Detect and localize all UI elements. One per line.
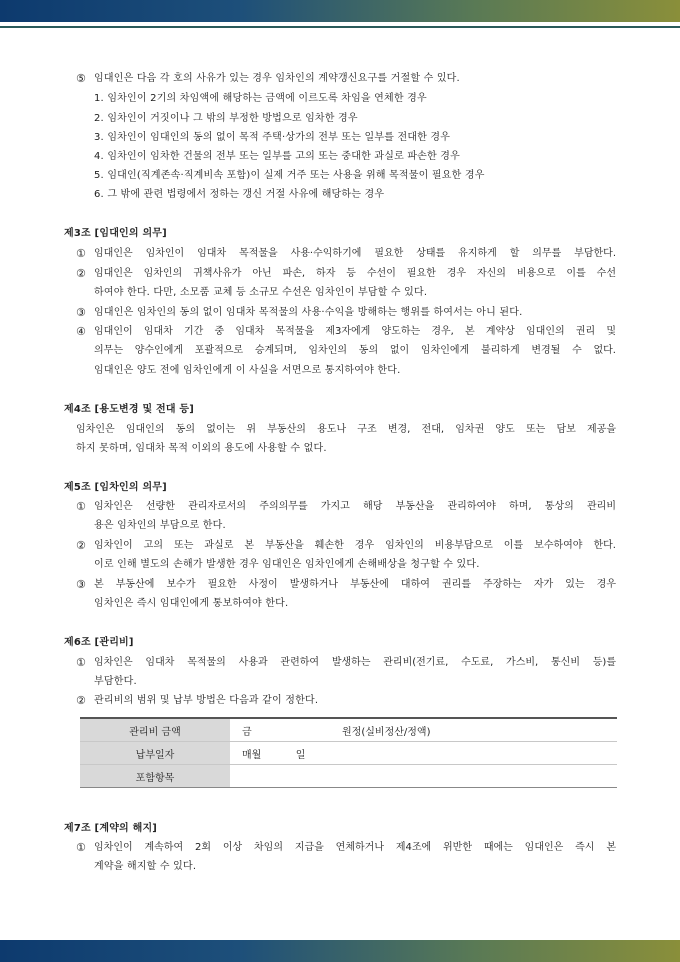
row-label: 관리비 금액 <box>80 718 230 742</box>
date-suffix: 일 <box>295 749 306 761</box>
table-row <box>80 765 617 788</box>
item-text: 용은 임차인의 부담으로 한다. <box>94 520 226 531</box>
item-text: 부담한다. <box>94 676 137 687</box>
item-mark: ② <box>76 694 86 707</box>
article-text: 임차인은 임대인의 동의 없이는 위 부동산의 용도나 구조 변경, 전대, 임차권 양도 또는 담보 제공을 <box>76 424 616 435</box>
item-text: 계약을 해지할 수 있다. <box>94 861 197 872</box>
row-label: 포함항목 <box>80 765 230 788</box>
item-text: 임대인은 임차인의 동의 없이 임대차 목적물의 사용·수익을 방해하는 행위를 하여서는 아니 된다. <box>94 307 523 318</box>
item-text: 임차인이 계속하여 2회 이상 차임의 지급을 연체하거나 제4조에 위반한 때에는 임대인은 즉시 본 <box>94 842 616 853</box>
sub-item: 2. 임차인이 거짓이나 그 밖의 부정한 방법으로 임차한 경우 <box>94 113 358 124</box>
item-mark: ② <box>76 267 86 280</box>
item-text: 임대인은 임차인의 귀책사유가 아닌 파손, 하자 등 수선이 필요한 경우 자신의 비용으로 이를 수선 <box>94 268 616 279</box>
header-band <box>0 0 680 22</box>
item-text: 임대인은 임차인이 임대차 목적물을 사용·수익하기에 필요한 상태를 유지하게 할 의무를 부담한다. <box>94 248 616 259</box>
sub-item: 6. 그 밖에 관련 법령에서 정하는 갱신 거절 사유에 해당하는 경우 <box>94 189 385 200</box>
included-items-field[interactable] <box>230 765 617 788</box>
item-text: 임대인은 다음 각 호의 사유가 있는 경우 임차인의 계약갱신요구를 거절할 수 있다. <box>94 73 460 84</box>
item-mark: ② <box>76 539 86 552</box>
fee-amount-field[interactable] <box>230 718 617 742</box>
management-fee-table <box>80 717 617 788</box>
item-text: 임차인이 고의 또는 과실로 본 부동산을 훼손한 경우 임차인의 비용부담으로 이를 보수하여야 한다. <box>94 540 616 551</box>
item-text: 관리비의 범위 및 납부 방법은 다음과 같이 정한다. <box>94 695 319 706</box>
item-text: 임차인은 임대차 목적물의 사용과 관련하여 발생하는 관리비(전기료, 수도료, 가스비, 통신비 등)를 <box>94 657 616 668</box>
item-text: 임차인은 즉시 임대인에게 통보하여야 한다. <box>94 598 289 609</box>
footer-band <box>0 940 680 962</box>
item-mark: ① <box>76 841 86 854</box>
item-text: 이로 인해 별도의 손해가 발생한 경우 임대인은 임차인에게 손해배상을 청구할 수 있다. <box>94 559 480 570</box>
item-text: 임대인이 임대차 기간 중 임대차 목적물을 제3자에게 양도하는 경우, 본 계약상 임대인의 권리 및 <box>94 326 616 337</box>
date-prefix: 매월 <box>242 749 262 761</box>
article-heading: 제4조 [용도변경 및 전대 등] <box>64 404 195 415</box>
header-rule <box>0 26 680 28</box>
item-mark: ③ <box>76 306 86 319</box>
row-label: 납부일자 <box>80 742 230 765</box>
article-heading: 제3조 [임대인의 의무] <box>64 228 167 239</box>
item-text: 본 부동산에 보수가 필요한 사정이 발생하거나 부동산에 대하여 권리를 주장하는 자가 있는 경우 <box>94 579 616 590</box>
sub-item: 5. 임대인(직계존속·직계비속 포함)이 실제 거주 또는 사용을 위해 목적물이 필요한 경우 <box>94 170 485 181</box>
sub-item: 3. 임차인이 임대인의 동의 없이 목적 주택·상가의 전부 또는 일부를 전대한 경우 <box>94 132 451 143</box>
payment-date-field[interactable] <box>230 742 617 765</box>
item-mark: ④ <box>76 325 86 338</box>
sub-item: 4. 임차인이 임차한 건물의 전부 또는 일부를 고의 또는 중대한 과실로 파손한 경우 <box>94 151 461 162</box>
article-heading: 제6조 [관리비] <box>64 637 134 648</box>
item-text: 의무는 양수인에게 포괄적으로 승계되며, 임차인의 동의 없이 임차인에게 불리하게 변경될 수 없다. <box>94 345 616 356</box>
item-mark: ⑤ <box>76 72 86 85</box>
item-text: 하여야 한다. 다만, 소모품 교체 등 소규모 수선은 임차인이 부담할 수 있다. <box>94 287 428 298</box>
article-heading: 제7조 [계약의 해지] <box>64 823 158 834</box>
item-text: 임대인은 양도 전에 임차인에게 이 사실을 서면으로 통지하여야 한다. <box>94 365 401 376</box>
item-mark: ① <box>76 500 86 513</box>
article-text: 하지 못하며, 임대차 목적 이외의 용도에 사용할 수 없다. <box>76 443 327 454</box>
item-mark: ① <box>76 247 86 260</box>
amount-prefix: 금 <box>242 726 252 738</box>
article-heading: 제5조 [임차인의 의무] <box>64 482 167 493</box>
amount-suffix: 원정(실비정산/정액) <box>342 726 431 738</box>
table-row <box>80 718 617 742</box>
sub-item: 1. 임차인이 2기의 차임액에 해당하는 금액에 이르도록 차임을 연체한 경우 <box>94 93 427 104</box>
item-mark: ③ <box>76 578 86 591</box>
table-row <box>80 742 617 765</box>
item-text: 임차인은 선량한 관리자로서의 주의의무를 가지고 해당 부동산을 관리하여야 하며, 통상의 관리비 <box>94 501 616 512</box>
item-mark: ① <box>76 656 86 669</box>
